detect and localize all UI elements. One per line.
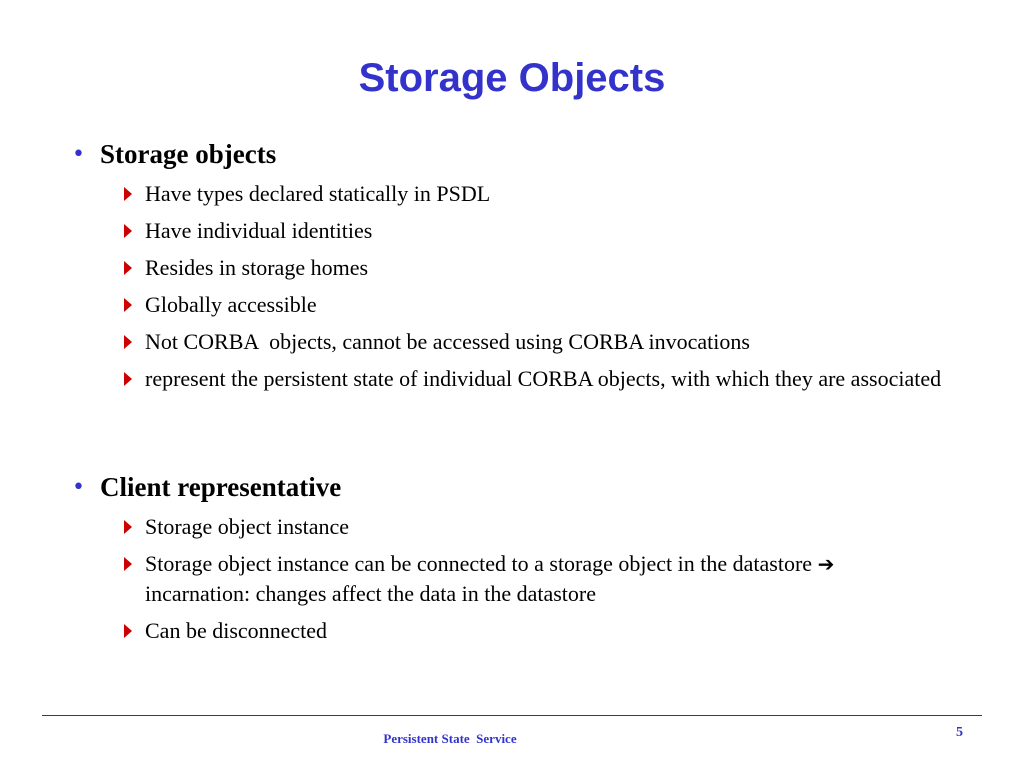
sub-bullet-item xyxy=(121,290,980,320)
triangle-bullet-icon xyxy=(124,224,132,238)
sub-bullet-item xyxy=(121,364,980,394)
sub-bullet-text: Resides in storage homes xyxy=(145,255,369,280)
sub-bullet-item xyxy=(121,616,980,646)
slide-title: Storage Objects xyxy=(358,56,666,100)
triangle-bullet-icon xyxy=(124,298,132,312)
triangle-bullet-icon xyxy=(124,335,132,349)
sub-bullet-item xyxy=(121,512,980,542)
page-number: 5 xyxy=(956,725,963,740)
footer-title: Persistent State Service xyxy=(383,731,517,746)
sub-bullet-item xyxy=(121,253,980,283)
section-client-representative xyxy=(70,470,980,653)
bullet-heading: Storage objects xyxy=(100,139,277,169)
sub-bullet-text: Storage object instance xyxy=(145,514,350,539)
triangle-bullet-icon xyxy=(124,372,132,386)
sub-bullet-item xyxy=(121,179,980,209)
sub-bullet-list xyxy=(70,512,980,646)
triangle-bullet-icon xyxy=(124,520,132,534)
bullet-heading: Client representative xyxy=(100,472,342,502)
sub-bullet-text: Have types declared statically in PSDL xyxy=(145,181,491,206)
sub-bullet-text-continuation: incarnation: changes affect the data in the datastore xyxy=(145,581,596,606)
section-storage-objects xyxy=(70,137,980,401)
sub-bullet-text: Can be disconnected xyxy=(145,618,328,643)
sub-bullet-text: Storage object instance can be connected to a storage object in the datastore xyxy=(145,551,813,576)
sub-bullet-item xyxy=(121,327,980,357)
sub-bullet-text: Globally accessible xyxy=(145,292,317,317)
sub-bullet-text: Have individual identities xyxy=(145,218,373,243)
triangle-bullet-icon xyxy=(124,557,132,571)
bullet-client-representative xyxy=(70,470,980,504)
sub-bullet-text: represent the persistent state of individual CORBA objects, with which they are associated xyxy=(145,366,942,391)
right-arrow-icon: ➔ xyxy=(817,552,835,576)
sub-bullet-list xyxy=(70,179,980,394)
sub-bullet-item xyxy=(121,549,980,609)
sub-bullet-text: Not CORBA objects, cannot be accessed using CORBA invocations xyxy=(145,329,750,354)
triangle-bullet-icon xyxy=(124,261,132,275)
triangle-bullet-icon xyxy=(124,187,132,201)
footer-divider xyxy=(42,715,982,716)
bullet-storage-objects xyxy=(70,137,980,171)
bullet-dot-icon: • xyxy=(72,142,85,167)
sub-bullet-item xyxy=(121,216,980,246)
triangle-bullet-icon xyxy=(124,624,132,638)
bullet-dot-icon: • xyxy=(72,475,85,500)
